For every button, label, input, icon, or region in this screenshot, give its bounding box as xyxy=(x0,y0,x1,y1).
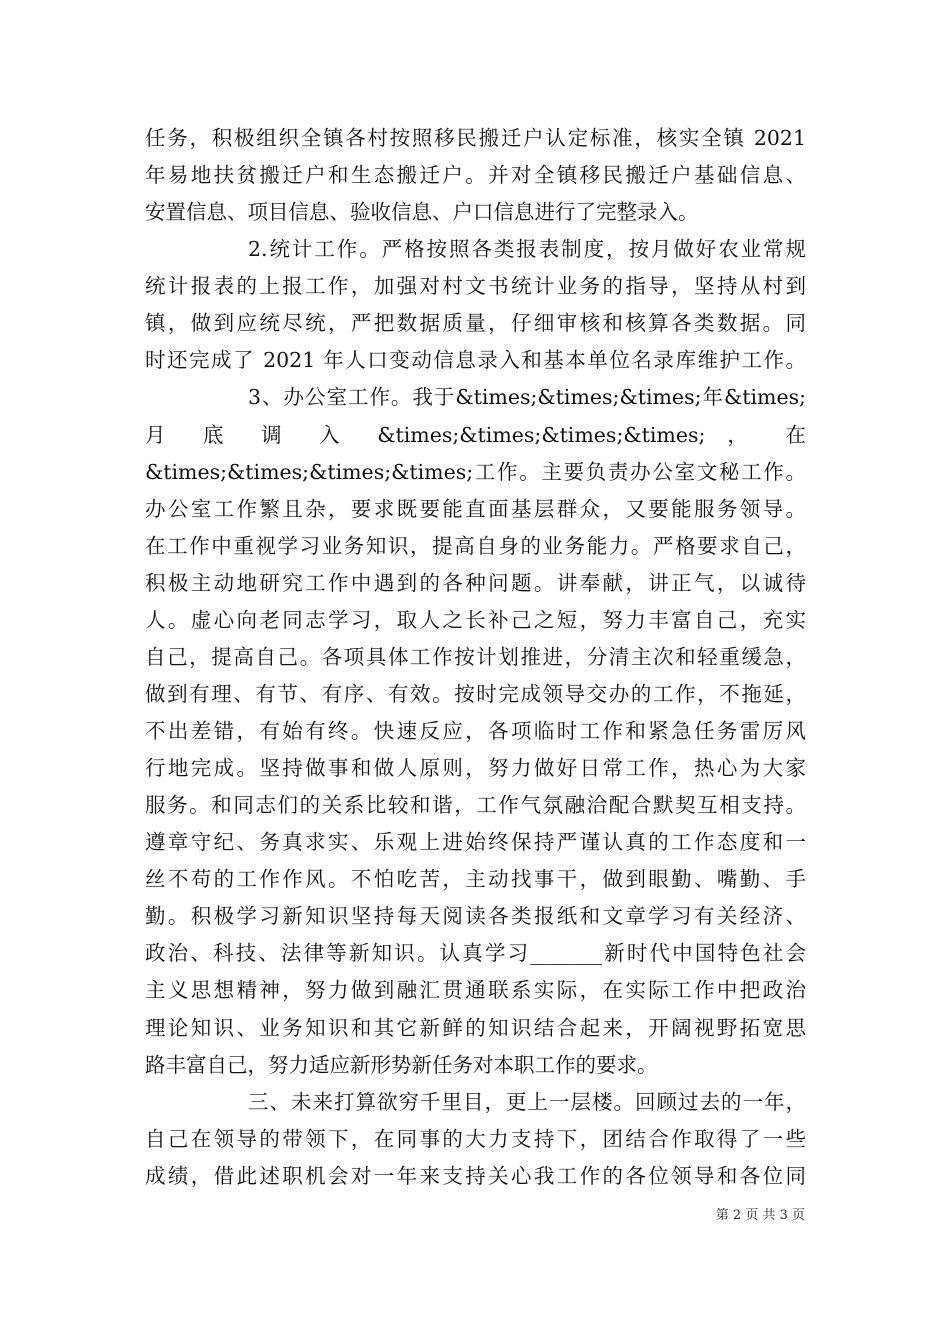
text-line: 服务。和同志们的关系比较和谐，工作气氛融洽配合默契互相支持。 xyxy=(145,793,806,818)
text-line: 3、办公室工作。我于&times;&times;&times;年&times; xyxy=(248,385,806,410)
text-line: 年易地扶贫搬迁户和生态搬迁户。并对全镇移民搬迁户基础信息、 xyxy=(145,163,806,188)
document-body xyxy=(145,120,806,1195)
text-line: 丝不苟的工作作风。不怕吃苦，主动找事干，做到眼勤、嘴勤、手 xyxy=(145,867,806,892)
text-line: 统计报表的上报工作，加强对村文书统计业务的指导，坚持从村到 xyxy=(145,274,806,299)
text-line: 人。虚心向老同志学习，取人之长补己之短，努力丰富自己，充实 xyxy=(145,607,806,632)
text-line: 三、未来打算欲穷千里目，更上一层楼。回顾过去的一年， xyxy=(248,1089,806,1114)
text-line: 路丰富自己，努力适应新形势新任务对本职工作的要求。 xyxy=(145,1052,658,1077)
text-line: 做到有理、有节、有序、有效。按时完成领导交办的工作，不拖延， xyxy=(145,681,806,706)
text-line: 2.统计工作。严格按照各类报表制度，按月做好农业常规 xyxy=(248,237,806,262)
text-line: 办公室工作繁且杂，要求既要能直面基层群众，又要能服务领导。 xyxy=(145,496,806,521)
page-number: 第 2 页 共 3 页 xyxy=(715,1208,805,1223)
text-line: 时还完成了 2021 年人口变动信息录入和基本单位名录库维护工作。 xyxy=(145,348,806,373)
text-line: 政治、科技、法律等新知识。认真学习_______新时代中国特色社会 xyxy=(145,941,806,966)
text-line: 遵章守纪、务真求实、乐观上进始终保持严谨认真的工作态度和一 xyxy=(145,830,806,855)
text-line: 月 底 调 入 &times;&times;&times;&times; ， 在 xyxy=(145,422,806,447)
text-line: 理论知识、业务知识和其它新鲜的知识结合起来，开阔视野拓宽思 xyxy=(145,1015,806,1040)
text-line: 自己，提高自己。各项具体工作按计划推进，分清主次和轻重缓急， xyxy=(145,644,806,669)
text-line: 镇，做到应统尽统，严把数据质量，仔细审核和核算各类数据。同 xyxy=(145,311,806,336)
text-line: 安置信息、项目信息、验收信息、户口信息进行了完整录入。 xyxy=(145,200,699,225)
text-line: 勤。积极学习新知识坚持每天阅读各类报纸和文章学习有关经济、 xyxy=(145,904,806,929)
text-line: 自己在领导的带领下，在同事的大力支持下，团结合作取得了一些 xyxy=(145,1126,806,1151)
text-line: 不出差错，有始有终。快速反应，各项临时工作和紧急任务雷厉风 xyxy=(145,719,806,743)
text-line: 主义思想精神，努力做到融汇贯通联系实际，在实际工作中把政治 xyxy=(145,978,806,1003)
text-line: 在工作中重视学习业务知识，提高自身的业务能力。严格要求自己， xyxy=(145,533,806,558)
text-line: 任务，积极组织全镇各村按照移民搬迁户认定标准，核实全镇 2021 xyxy=(145,126,806,150)
text-line: &times;&times;&times;&times;工作。主要负责办公室文秘工作。 xyxy=(145,459,806,484)
text-line: 积极主动地研究工作中遇到的各种问题。讲奉献，讲正气，以诚待 xyxy=(145,570,806,595)
text-line: 成绩，借此述职机会对一年来支持关心我工作的各位领导和各位同 xyxy=(145,1163,806,1188)
text-line: 行地完成。坚持做事和做人原则，努力做好日常工作，热心为大家 xyxy=(145,756,806,781)
